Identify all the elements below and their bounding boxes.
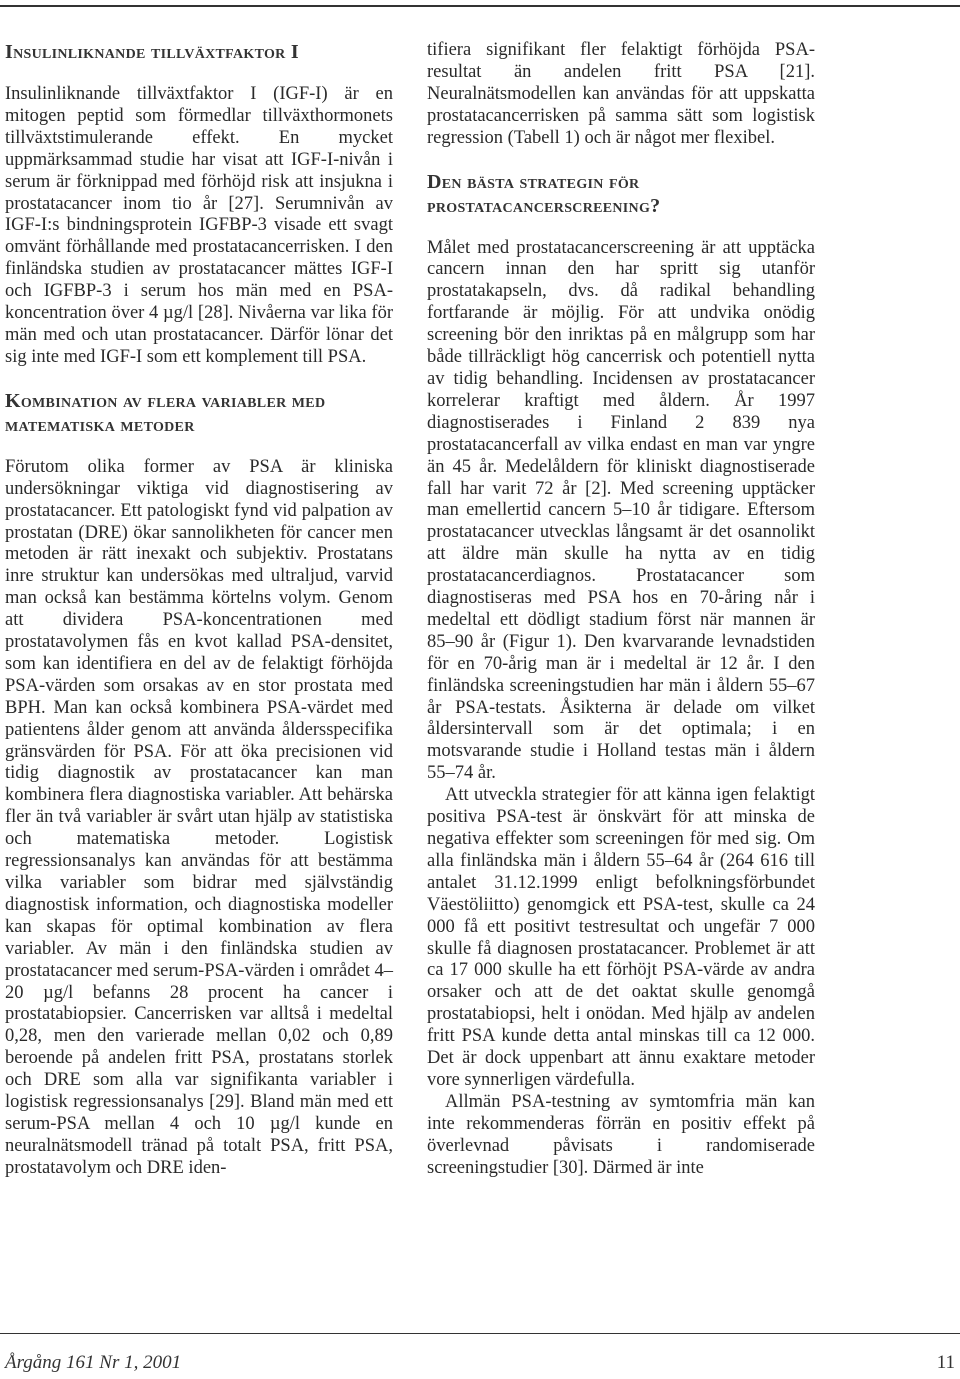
paragraph-allman: Allmän PSA-testning av symtomfria män kan inte rekommenderas förrän en positiv effekt på överlevnad påvisats i randomiserade screeningstudier [30]. Därmed är inte [427, 1091, 815, 1178]
paragraph-kombination: Förutom olika former av PSA är kliniska undersökningar viktiga vid diagnostisering av prostatacancer. Ett patologiskt fynd vid palpation av prostatan (DRE) ökar sannolikheten för cancer men metoden är rätt inexakt och subjektiv. Prostatans inre struktur kan undersökas med ultraljud, varvid man också kan bestämma körtelns volym. Genom att dividera PSA-koncentrationen med prostatavolymen fås en kvot kallad PSA-densitet, som kan identifiera en del av de felaktigt förhöjda PSA-värden som orsakas av en stor prostata med BPH. Man kan också kombinera PSA-värdet med patientens ålder genom att använda åldersspecifika gränsvärden för PSA. För att öka precisionen vid tidig diagnostik av prostatacancer kan man kombinera flera diagnostiska variabler. Att behärska fler än två variabler är svårt utan hjälp av statistiska och matematiska metoder. Logistisk regressionsanalys kan användas för att bestämma vilka variabler som bidrar med självständig diagnostisk information, och diagnostiska modeller kan skapas för optimal kombination av flera variabler. Av män i den finländska studien av prostatacancer med serum-PSA-värden i området 4–20 µg/l befanns 28 procent ha cancer i prostatabiopsier. Cancerrisken var alltså i medeltal 0,28, men den varierade mellan 0,02 och 0,89 beroende på andelen fritt PSA, prostatans storlek och DRE som alla var signifikanta variabler i logistisk regressionsanalys [29]. Bland män med ett serum-PSA mellan 4 och 10 µg/l kunde en neuralnätsmodell tränad på totalt PSA, fritt PSA, prostatavolym och DRE iden- [5, 456, 393, 1178]
left-column [5, 40, 393, 1180]
paragraph-continued: tifiera signifikant fler felaktigt förhöjda PSA-resultat än andelen fritt PSA [21]. Neuralnätsmodellen kan användas för att uppskatta prostatacancerrisken på samma sätt som logistisk regression (Tabell 1) och är något mer flexibel. [427, 40, 815, 148]
page-number: 11 [936, 1352, 955, 1373]
section-heading-strategi: Den bästa strategin för prostatacancerscreening? [427, 170, 661, 217]
section-heading-kombination: Kombination av flera variabler med matematiska metoder [5, 389, 326, 436]
paragraph-igf: Insulinliknande tillväxtfaktor I (IGF-I) är en mitogen peptid som förmedlar tillväxthormonets tillväxtstimulerande effekt. En mycket uppmärksammad studie har visat att IGF-I-nivån i serum är förknippad med förhöjd risk att insjukna i prostatacancer inom tio år [27]. Serumnivån av IGF-I:s bindningsprotein IGFBP-3 visade ett svagt omvänt förhållande med prostatacancerrisken. I den finländska studien av prostatacancer mättes IGF-I och IGFBP-3 i serum hos män med en PSA-koncentration över 4 µg/l [28]. Nivåerna var lika för män med och utan prostatacancer. Därför lönar det sig inte med IGF-I som ett komplement till PSA. [5, 84, 393, 367]
section-heading-igf: Insulinliknande tillväxtfaktor I [5, 41, 299, 63]
footer-issue: Årgång 161 Nr 1, 2001 [5, 1352, 182, 1373]
right-column [427, 40, 815, 1180]
spacer [427, 150, 815, 170]
footer-rule [0, 1333, 960, 1334]
spacer [5, 369, 393, 389]
paragraph-malet: Målet med prostatacancerscreening är att upptäcka cancern innan den har spritt sig utanför prostatakapseln, dvs. då radikal behandling fortfarande är möjlig. För att undvika onödig screening bör den inriktas på en målgrupp som har både tillräckligt hög cancerrisk och potentiell nytta av tidig behandling. Incidensen av prostatacancer korrelerar kraftigt med åldern. År 1997 diagnostiserades i Finland 2 839 nya prostatacancerfall av vilka endast en man var yngre än 45 år. Medelåldern för kliniskt diagnostiserade fall har varit 72 år [2]. Med screening upptäcker man emellertid cancern 5–10 år tidigare. Eftersom prostatacancer utvecklas långsamt är det osannolikt att äldre män skulle ha nytta av en tidig prostatacancerdiagnos. Prostatacancer som diagnostiseras med PSA hos en 70-åring når i medeltal ett dödligt stadium först när mannen är 85–90 år (Figur 1). Den kvarvarande levnadstiden för en 70-årig man är i medeltal är 12 år. I den finländska screeningstudien har män i åldern 55–67 år PSA-testats. Åsikterna är delade om vilket åldersintervall som är det optimala; i en motsvarande studie i Holland testas män i åldern 55–74 år. [427, 237, 815, 784]
paragraph-utveckla: Att utveckla strategier för att känna igen felaktigt positiva PSA-test är önskvärt för att minska de negativa effekter som screeningen för med sig. Om alla finländska män i åldern 55–64 år (264 616 till antalet 31.12.1999 enligt befolkningsförbundet Väestöliitto) genomgick ett PSA-test, skulle ca 24 000 få ett positivt testresultat och ungefär 7 000 skulle få diagnosen prostatacancer. Problemet är att ca 17 000 skulle ha ett förhöjt PSA-värde av andra orsaker och att de det oaktat skulle genomgå prostatabiopsi, helt i onödan. Med hjälp av andelen fritt PSA kunde detta antal minskas till ca 12 000. Det är dock uppenbart att ännu exaktare metoder vore synnerligen värdefulla. [427, 785, 815, 1090]
top-rule [0, 5, 960, 7]
